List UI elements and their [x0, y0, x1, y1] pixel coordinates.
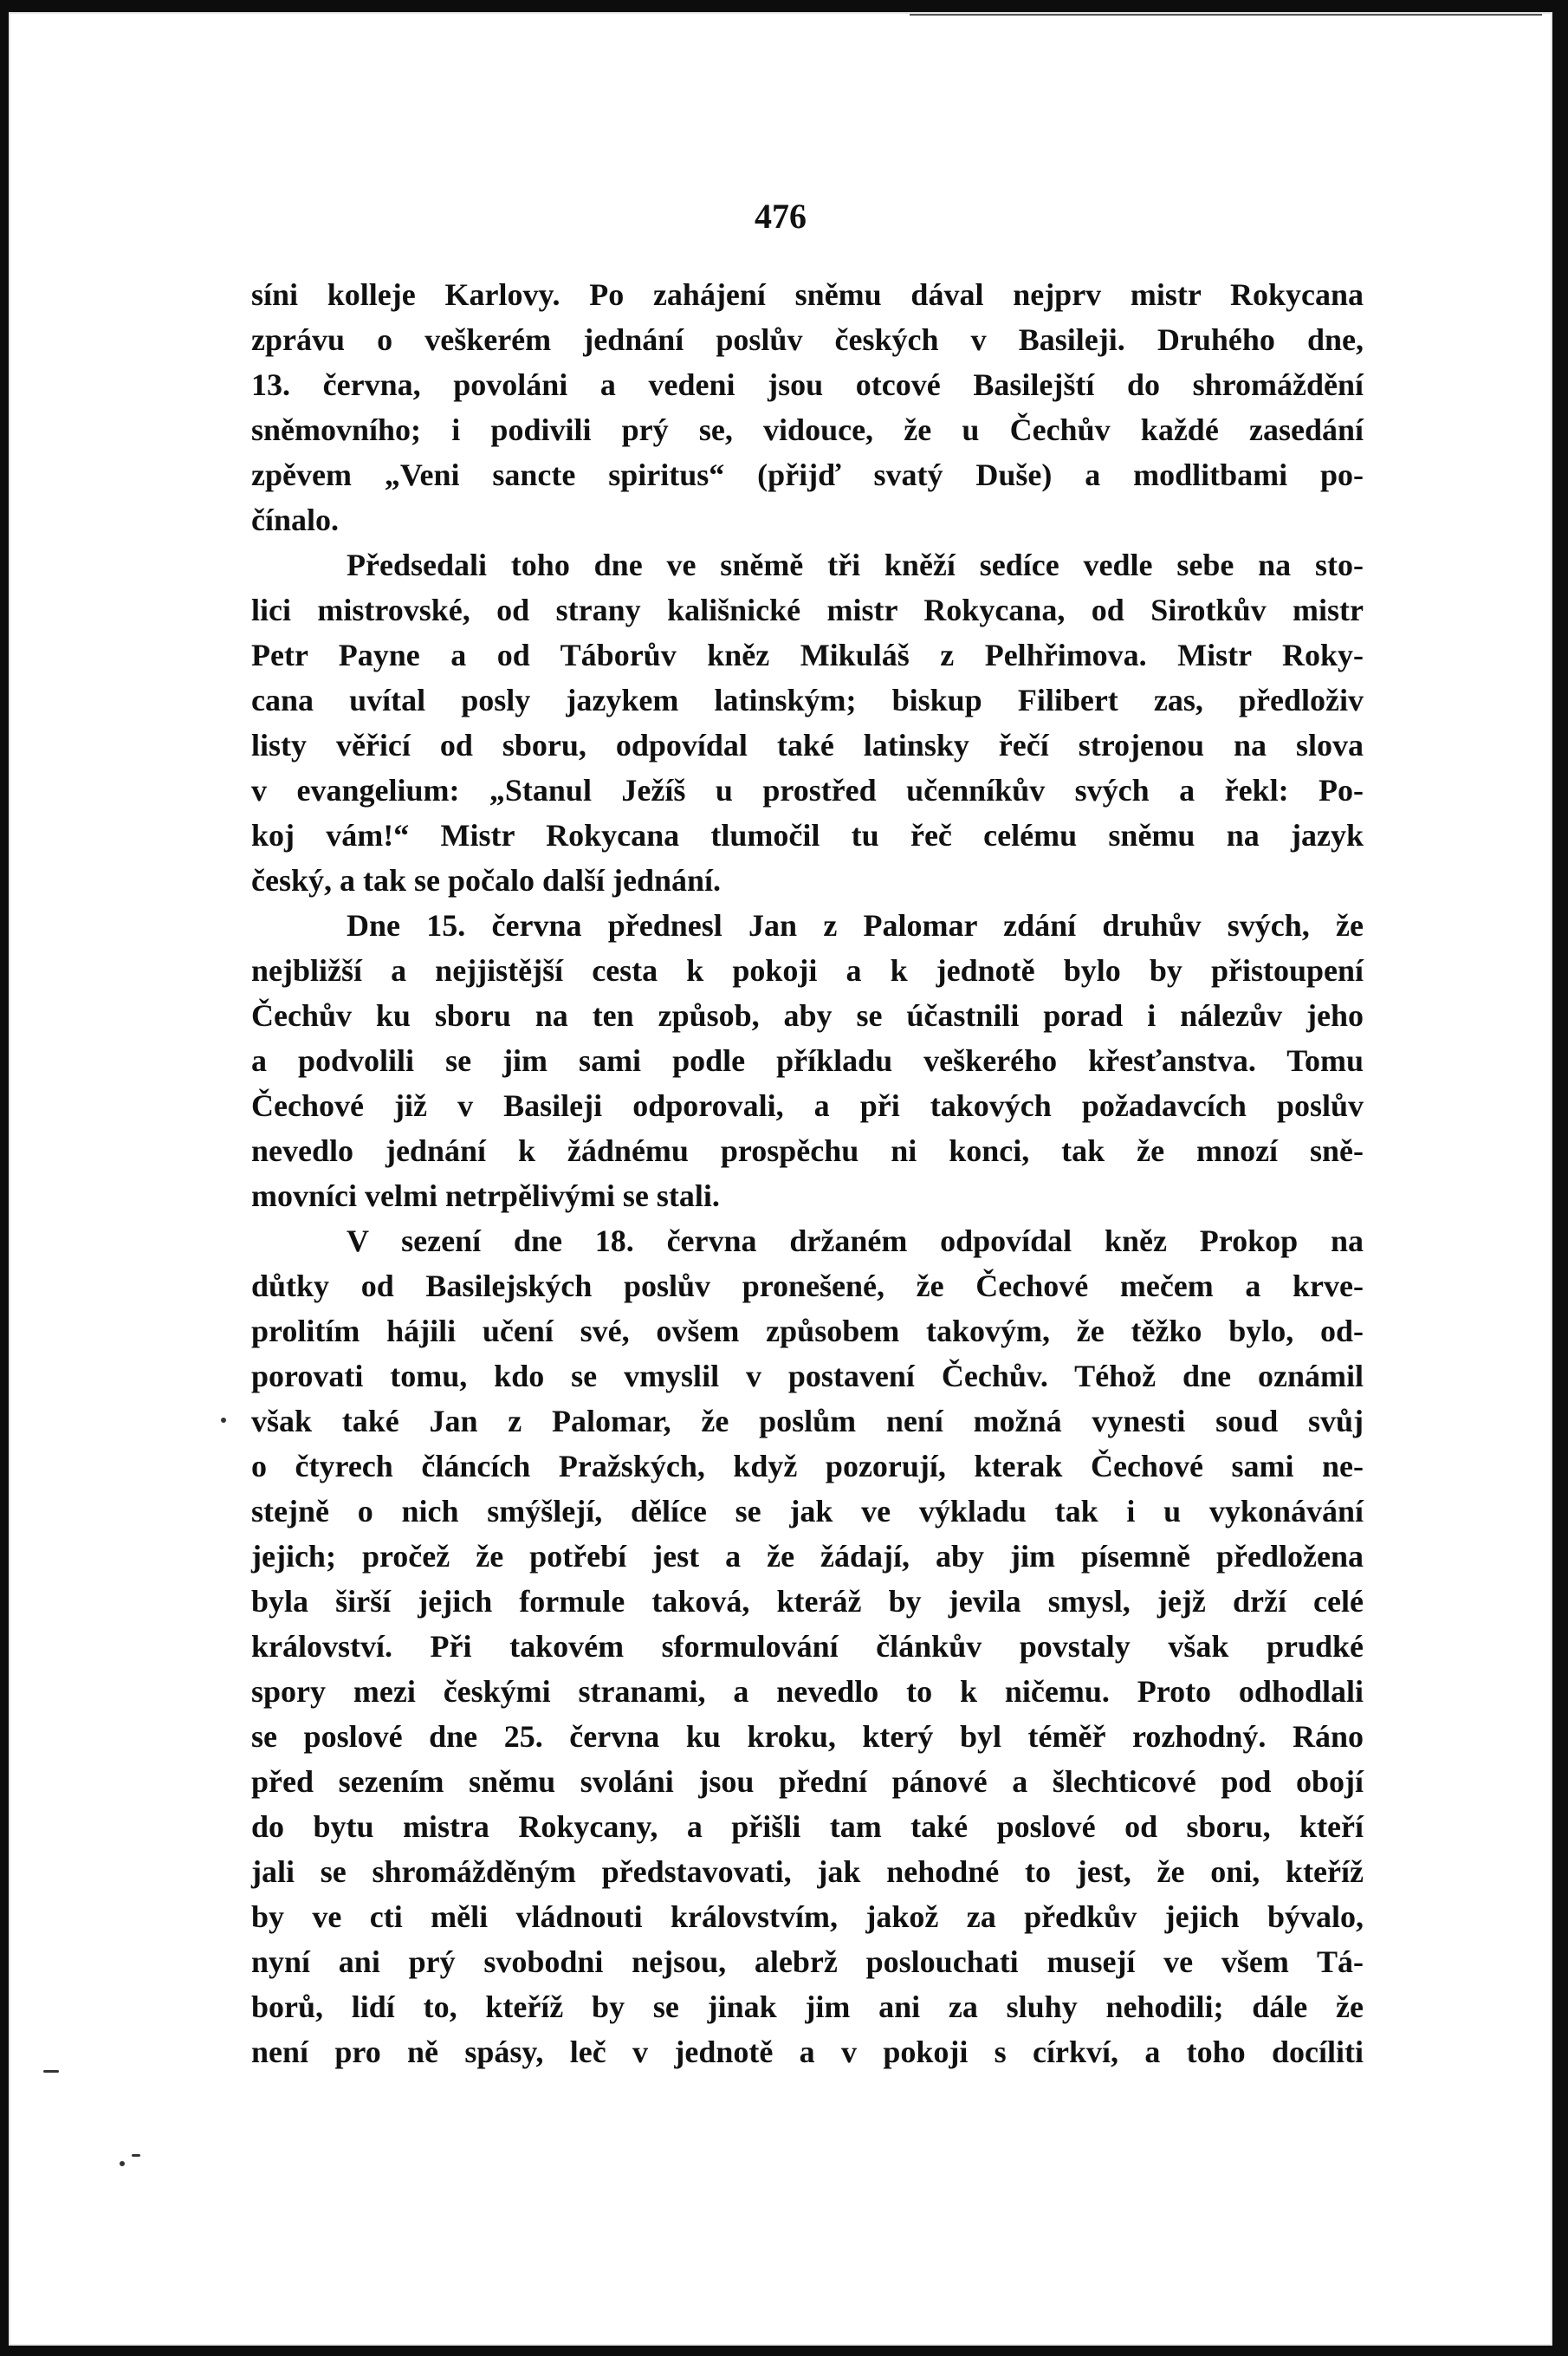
text-line: borů, lidí to, kteříž by se jinak jim ani za sluhy nehodili; dále že [251, 1989, 1364, 2024]
scan-edge-rule [910, 14, 1542, 16]
text-line: před sezením sněmu svoláni jsou přední pánové a šlechticové pod obojí [251, 1764, 1364, 1799]
text-line: prolitím hájili učení své, ovšem způsobem takovým, že těžko bylo, od- [251, 1314, 1364, 1348]
text-line: Čechův ku sboru na ten způsob, aby se účastnili porad i nálezův jeho [251, 998, 1364, 1033]
text-line: cana uvítal posly jazykem latinským; biskup Filibert zas, předloživ [251, 683, 1364, 717]
text-line: království. Při takovém sformulování článkův povstaly však prudké [251, 1629, 1364, 1664]
text-line: stejně o nich smýšlejí, dělíce se jak ve výkladu tak i u vykonávání [251, 1494, 1364, 1528]
text-line: 13. června, povoláni a vedeni jsou otcové Basilejští do shromáždění [251, 367, 1364, 402]
text-line: by ve cti měli vládnouti královstvím, jakož za předkův jejich bývalo, [251, 1899, 1364, 1934]
text-line: zprávu o veškerém jednání poslův českých v Basileji. Druhého dne, [251, 322, 1364, 357]
text-line: Petr Payne a od Táborův kněz Mikuláš z Pelhřimova. Mistr Roky- [251, 638, 1364, 672]
text-line: lici mistrovské, od strany kališnické mistr Rokycana, od Sirotkův mistr [251, 593, 1364, 627]
text-line: důtky od Basilejských poslův pronešené, že Čechové mečem a krve- [251, 1269, 1364, 1303]
text-line: o čtyrech článcích Pražských, když pozorují, kterak Čechové sami ne- [251, 1449, 1364, 1483]
text-line: movníci velmi netrpělivými se stali. [251, 1178, 720, 1213]
text-line: nevedlo jednání k žádnému prospěchu ni konci, tak že mnozí sně- [251, 1133, 1364, 1168]
text-line: nyní ani prý svobodni nejsou, alebrž poslouchati musejí ve všem Tá- [251, 1944, 1364, 1979]
text-line: jali se shromážděným představovati, jak nehodné to jest, že oni, kteříž [251, 1854, 1364, 1889]
text-line: síni kolleje Karlovy. Po zahájení sněmu dával nejprv mistr Rokycana [251, 277, 1364, 312]
text-line: koj vám!“ Mistr Rokycana tlumočil tu řeč celému sněmu na jazyk [251, 818, 1364, 853]
text-line: Dne 15. června přednesl Jan z Palomar zdání druhův svých, že [347, 908, 1364, 943]
text-line: se poslové dne 25. června ku kroku, který byl téměř rozhodný. Ráno [251, 1719, 1364, 1754]
body-text [251, 272, 1364, 2074]
text-line: nejbližší a nejjistější cesta k pokoji a k jednotě bylo by přistoupení [251, 953, 1364, 988]
scan-speck [221, 1418, 226, 1423]
text-line: v evangelium: „Stanul Ježíš u prostřed učenníkův svých a řekl: Po- [251, 773, 1364, 808]
text-line: čínalo. [251, 503, 340, 537]
scan-speck [120, 2161, 125, 2166]
text-line: zpěvem „Veni sancte spiritus“ (přijď svatý Duše) a modlitbami po- [251, 458, 1364, 492]
text-line: listy věřicí od sboru, odpovídal také latinsky řečí strojenou na slova [251, 728, 1364, 763]
text-line: však také Jan z Palomar, že poslům není možná vynesti soud svůj [251, 1404, 1364, 1438]
text-line: není pro ně spásy, leč v jednotě a v pokoji s církví, a toho docíliti [251, 2035, 1364, 2069]
text-line: a podvolili se jim sami podle příkladu veškerého křesťanstva. Tomu [251, 1043, 1364, 1078]
text-line: sněmovního; i podivili prý se, vidouce, že u Čechův každé zasedání [251, 412, 1364, 447]
text-line: Předsedali toho dne ve sněmě tři kněží sedíce vedle sebe na sto- [347, 548, 1364, 582]
text-line: do bytu mistra Rokycany, a přišli tam také poslové od sboru, kteří [251, 1809, 1364, 1844]
scan-speck [43, 2070, 59, 2073]
text-line: jejich; pročež že potřebí jest a že žádají, aby jim písemně předložena [251, 1539, 1364, 1574]
page-number: 476 [755, 197, 807, 236]
text-line: spory mezi českými stranami, a nevedlo to k ničemu. Proto odhodlali [251, 1674, 1364, 1709]
scanned-page [9, 12, 1552, 2346]
text-line: Čechové již v Basileji odporovali, a při takových požadavcích poslův [251, 1088, 1364, 1123]
text-line: porovati tomu, kdo se vmyslil v postavení Čechův. Téhož dne oznámil [251, 1359, 1364, 1393]
text-line: byla širší jejich formule taková, kteráž by jevila smysl, jejž drží celé [251, 1584, 1364, 1619]
text-line: český, a tak se počalo další jednání. [251, 863, 722, 898]
text-line: V sezení dne 18. června držaném odpovídal kněz Prokop na [347, 1223, 1364, 1258]
scan-speck [132, 2154, 140, 2157]
